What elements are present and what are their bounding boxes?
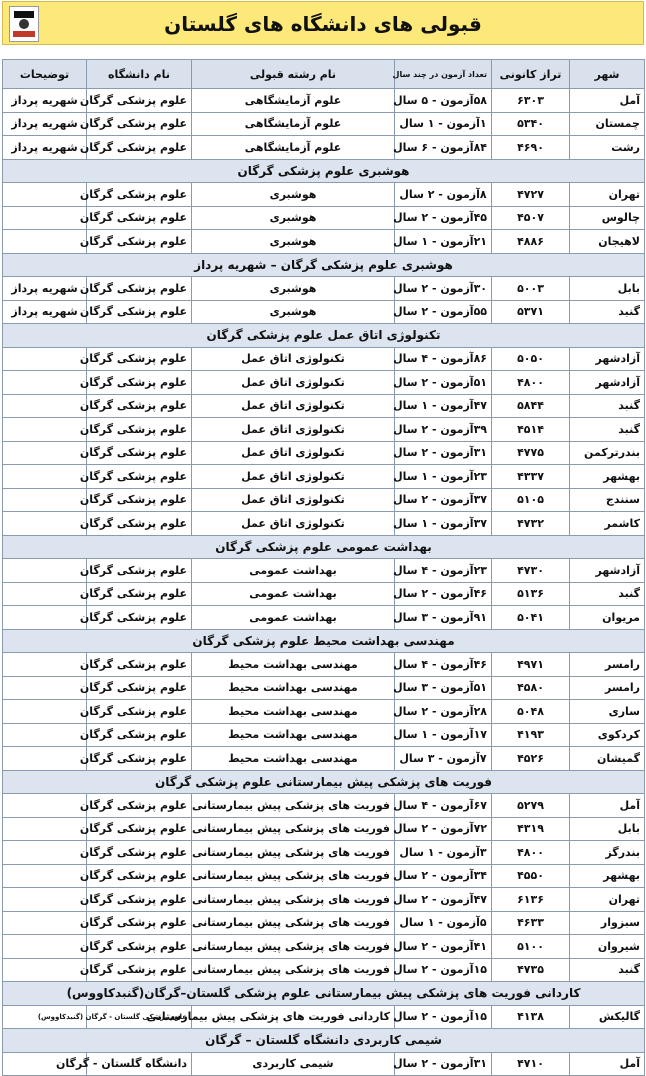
- university-cell: علوم پزشکی گرگان: [87, 700, 192, 724]
- university-cell: دانشگاه گلستان - گرگان: [87, 1052, 192, 1076]
- section-header-row: [3, 535, 645, 559]
- score-cell: ۴۵۱۴: [492, 418, 570, 442]
- header-major: نام رشته قبولی: [192, 60, 395, 89]
- table-row: [3, 676, 645, 700]
- score-cell: ۴۷۷۵: [492, 441, 570, 465]
- major-cell: تکنولوژی اتاق عمل: [192, 441, 395, 465]
- section-title: بهداشت عمومی علوم پزشکی گرگان: [3, 535, 645, 559]
- section-title: شیمی کاربردی دانشگاه گلستان – گرگان: [3, 1029, 645, 1053]
- section-title: تکنولوژی اتاق عمل علوم پزشکی گرگان: [3, 324, 645, 348]
- table-row: [3, 653, 645, 677]
- major-cell: شیمی کاربردی: [192, 1052, 395, 1076]
- table-row: [3, 958, 645, 982]
- score-cell: ۵۰۰۳: [492, 277, 570, 301]
- major-cell: هوشبری: [192, 183, 395, 207]
- notes-cell: [3, 747, 87, 771]
- major-cell: هوشبری: [192, 206, 395, 230]
- notes-cell: [3, 394, 87, 418]
- major-cell: فوریت های پزشکی پیش بیمارستانی: [192, 864, 395, 888]
- section-title: کاردانی فوریت های پزشکی پیش بیمارستانی علوم پزشکی گلستان–گرگان(گنبدکاووس): [3, 982, 645, 1006]
- major-cell: هوشبری: [192, 230, 395, 254]
- score-cell: ۵۰۵۰: [492, 347, 570, 371]
- city-cell: آزادشهر: [570, 559, 645, 583]
- table-row: [3, 347, 645, 371]
- major-cell: مهندسی بهداشت محیط: [192, 653, 395, 677]
- city-cell: مریوان: [570, 606, 645, 630]
- attempts-cell: ۱۷آزمون - ۱ سال: [395, 723, 492, 747]
- table-row: [3, 864, 645, 888]
- attempts-cell: ۴۷آزمون - ۱ سال: [395, 394, 492, 418]
- attempts-cell: ۳۹آزمون - ۲ سال: [395, 418, 492, 442]
- major-cell: فوریت های پزشکی پیش بیمارستانی: [192, 888, 395, 912]
- major-cell: فوریت های پزشکی پیش بیمارستانی: [192, 794, 395, 818]
- score-cell: ۴۸۰۰: [492, 371, 570, 395]
- attempts-cell: ۸آزمون - ۲ سال: [395, 183, 492, 207]
- notes-cell: [3, 230, 87, 254]
- notes-cell: [3, 559, 87, 583]
- city-cell: بندرترکمن: [570, 441, 645, 465]
- attempts-cell: ۶۷آزمون - ۴ سال: [395, 794, 492, 818]
- city-cell: تهران: [570, 888, 645, 912]
- university-cell: علوم پزشکی گرگان: [87, 911, 192, 935]
- section-title: مهندسی بهداشت محیط علوم پزشکی گرگان: [3, 629, 645, 653]
- university-cell: علوم پزشکی گرگان: [87, 277, 192, 301]
- notes-cell: شهریه پرداز: [3, 136, 87, 160]
- notes-cell: [3, 371, 87, 395]
- score-cell: ۴۹۷۱: [492, 653, 570, 677]
- table-row: [3, 230, 645, 254]
- score-cell: ۴۳۱۹: [492, 817, 570, 841]
- city-cell: بهشهر: [570, 465, 645, 489]
- university-cell: علوم پزشکی گرگان: [87, 394, 192, 418]
- attempts-cell: ۴۷آزمون - ۲ سال: [395, 888, 492, 912]
- city-cell: بهشهر: [570, 864, 645, 888]
- notes-cell: [3, 700, 87, 724]
- score-cell: ۵۳۷۱: [492, 300, 570, 324]
- university-cell: علوم پزشکی گرگان: [87, 606, 192, 630]
- city-cell: سنندج: [570, 488, 645, 512]
- major-cell: فوریت های پزشکی پیش بیمارستانی: [192, 841, 395, 865]
- attempts-cell: ۷آزمون - ۳ سال: [395, 747, 492, 771]
- notes-cell: شهریه پرداز: [3, 89, 87, 113]
- attempts-cell: ۵آزمون - ۱ سال: [395, 911, 492, 935]
- table-row: [3, 441, 645, 465]
- city-cell: کردکوی: [570, 723, 645, 747]
- section-title: هوشبری علوم پزشکی گرگان: [3, 159, 645, 183]
- attempts-cell: ۴۶آزمون - ۴ سال: [395, 653, 492, 677]
- city-cell: چالوس: [570, 206, 645, 230]
- major-cell: علوم آزمایشگاهی: [192, 112, 395, 136]
- attempts-cell: ۳۱آزمون - ۲ سال: [395, 441, 492, 465]
- table-row: [3, 582, 645, 606]
- attempts-cell: ۳۴آزمون - ۲ سال: [395, 864, 492, 888]
- notes-cell: [3, 864, 87, 888]
- score-cell: ۴۷۳۵: [492, 958, 570, 982]
- section-title: هوشبری علوم پزشکی گرگان – شهریه پرداز: [3, 253, 645, 277]
- attempts-cell: ۳۷آزمون - ۲ سال: [395, 488, 492, 512]
- table-row: [3, 911, 645, 935]
- score-cell: ۴۸۰۰: [492, 841, 570, 865]
- score-cell: ۴۷۲۷: [492, 183, 570, 207]
- university-cell: علوم پزشکی گرگان: [87, 512, 192, 536]
- score-cell: ۵۸۴۴: [492, 394, 570, 418]
- city-cell: گنبد: [570, 582, 645, 606]
- attempts-cell: ۴۱آزمون - ۲ سال: [395, 935, 492, 959]
- score-cell: ۵۰۴۱: [492, 606, 570, 630]
- score-cell: ۶۱۳۶: [492, 888, 570, 912]
- notes-cell: [3, 817, 87, 841]
- university-cell: علوم پزشکی گرگان: [87, 206, 192, 230]
- table-row: [3, 700, 645, 724]
- attempts-cell: ۷۲آزمون - ۲ سال: [395, 817, 492, 841]
- table-row: [3, 747, 645, 771]
- university-cell: علوم پزشکی گرگان: [87, 841, 192, 865]
- table-row: [3, 512, 645, 536]
- table-row: [3, 206, 645, 230]
- city-cell: گمیشان: [570, 747, 645, 771]
- notes-cell: [3, 183, 87, 207]
- city-cell: گنبد: [570, 300, 645, 324]
- major-cell: تکنولوژی اتاق عمل: [192, 371, 395, 395]
- score-cell: ۴۵۰۷: [492, 206, 570, 230]
- table-row: [3, 394, 645, 418]
- university-cell: علوم پزشکی گرگان: [87, 136, 192, 160]
- major-cell: هوشبری: [192, 300, 395, 324]
- notes-cell: [3, 958, 87, 982]
- notes-cell: [3, 653, 87, 677]
- table-header-row: [3, 60, 645, 89]
- score-cell: ۴۷۳۲: [492, 512, 570, 536]
- table-row: [3, 888, 645, 912]
- major-cell: تکنولوژی اتاق عمل: [192, 394, 395, 418]
- major-cell: تکنولوژی اتاق عمل: [192, 418, 395, 442]
- attempts-cell: ۵۵آزمون - ۲ سال: [395, 300, 492, 324]
- score-cell: ۴۶۹۰: [492, 136, 570, 160]
- notes-cell: شهریه پرداز: [3, 300, 87, 324]
- score-cell: ۴۵۵۰: [492, 864, 570, 888]
- attempts-cell: ۹۱آزمون - ۳ سال: [395, 606, 492, 630]
- attempts-cell: ۲۳آزمون - ۱ سال: [395, 465, 492, 489]
- score-cell: ۴۸۸۶: [492, 230, 570, 254]
- city-cell: گنبد: [570, 958, 645, 982]
- notes-cell: شهریه پرداز: [3, 277, 87, 301]
- major-cell: علوم آزمایشگاهی: [192, 89, 395, 113]
- city-cell: گنبد: [570, 394, 645, 418]
- city-cell: بابل: [570, 817, 645, 841]
- major-cell: بهداشت عمومی: [192, 559, 395, 583]
- attempts-cell: ۳۰آزمون - ۲ سال: [395, 277, 492, 301]
- university-cell: علوم پزشکی گرگان: [87, 958, 192, 982]
- major-cell: مهندسی بهداشت محیط: [192, 723, 395, 747]
- major-cell: فوریت های پزشکی پیش بیمارستانی: [192, 817, 395, 841]
- score-cell: ۵۲۷۹: [492, 794, 570, 818]
- section-header-row: [3, 1029, 645, 1053]
- major-cell: مهندسی بهداشت محیط: [192, 676, 395, 700]
- major-cell: فوریت های پزشکی پیش بیمارستانی: [192, 958, 395, 982]
- score-cell: ۶۳۰۳: [492, 89, 570, 113]
- score-cell: ۵۰۴۸: [492, 700, 570, 724]
- attempts-cell: ۳۷آزمون - ۱ سال: [395, 512, 492, 536]
- attempts-cell: ۲۸آزمون - ۲ سال: [395, 700, 492, 724]
- notes-cell: [3, 206, 87, 230]
- header-city: شهر: [570, 60, 645, 89]
- major-cell: فوریت های پزشکی پیش بیمارستانی: [192, 911, 395, 935]
- header-notes: توضیحات: [3, 60, 87, 89]
- city-cell: سبزوار: [570, 911, 645, 935]
- score-cell: ۴۶۳۳: [492, 911, 570, 935]
- table-row: [3, 89, 645, 113]
- university-cell: علوم پزشکی گرگان: [87, 112, 192, 136]
- university-cell: علوم پزشکی گرگان: [87, 300, 192, 324]
- header-score: تراز کانونی: [492, 60, 570, 89]
- notes-cell: شهریه پرداز: [3, 112, 87, 136]
- major-cell: تکنولوژی اتاق عمل: [192, 347, 395, 371]
- university-cell: علوم پزشکی گرگان: [87, 817, 192, 841]
- city-cell: تهران: [570, 183, 645, 207]
- university-cell: علوم پزشکی گرگان: [87, 230, 192, 254]
- table-row: [3, 136, 645, 160]
- city-cell: آمل: [570, 794, 645, 818]
- table-row: [3, 183, 645, 207]
- university-cell: علوم پزشکی گرگان: [87, 935, 192, 959]
- score-cell: ۴۷۳۰: [492, 559, 570, 583]
- major-cell: علوم آزمایشگاهی: [192, 136, 395, 160]
- notes-cell: [3, 935, 87, 959]
- score-cell: ۵۳۴۰: [492, 112, 570, 136]
- table-row: [3, 935, 645, 959]
- table-row: [3, 465, 645, 489]
- city-cell: گنبد: [570, 418, 645, 442]
- score-cell: ۴۱۳۸: [492, 1005, 570, 1029]
- major-cell: مهندسی بهداشت محیط: [192, 747, 395, 771]
- notes-cell: [3, 841, 87, 865]
- city-cell: گالیکش: [570, 1005, 645, 1029]
- city-cell: آمل: [570, 1052, 645, 1076]
- table-row: [3, 418, 645, 442]
- major-cell: بهداشت عمومی: [192, 606, 395, 630]
- city-cell: رامسر: [570, 653, 645, 677]
- attempts-cell: ۵۱آزمون - ۳ سال: [395, 676, 492, 700]
- notes-cell: [3, 723, 87, 747]
- notes-cell: [3, 465, 87, 489]
- university-cell: علوم پزشکی گرگان: [87, 888, 192, 912]
- table-row: [3, 1052, 645, 1076]
- notes-cell: [3, 888, 87, 912]
- notes-cell: [3, 347, 87, 371]
- notes-cell: [3, 794, 87, 818]
- attempts-cell: ۸۶آزمون - ۴ سال: [395, 347, 492, 371]
- section-title: فوریت های پزشکی پیش بیمارستانی علوم پزشکی گرگان: [3, 770, 645, 794]
- section-header-row: [3, 629, 645, 653]
- header-attempts: تعداد آزمون در چند سال: [395, 60, 492, 89]
- city-cell: رامسر: [570, 676, 645, 700]
- city-cell: بندرگز: [570, 841, 645, 865]
- university-cell: علوم پزشکی گرگان: [87, 89, 192, 113]
- attempts-cell: ۴۵آزمون - ۲ سال: [395, 206, 492, 230]
- university-cell: علوم پزشکی گرگان: [87, 441, 192, 465]
- table-row: [3, 841, 645, 865]
- university-cell: علوم پزشکی گرگان: [87, 183, 192, 207]
- university-cell: علوم پزشکی گرگان: [87, 582, 192, 606]
- notes-cell: [3, 418, 87, 442]
- major-cell: هوشبری: [192, 277, 395, 301]
- attempts-cell: ۵۱آزمون - ۲ سال: [395, 371, 492, 395]
- table-row: [3, 606, 645, 630]
- major-cell: تکنولوژی اتاق عمل: [192, 488, 395, 512]
- section-header-row: [3, 159, 645, 183]
- university-cell: علوم پزشکی گرگان: [87, 864, 192, 888]
- university-cell: علوم پزشکی گرگان: [87, 747, 192, 771]
- notes-cell: [3, 606, 87, 630]
- notes-cell: [3, 441, 87, 465]
- score-cell: ۴۵۸۰: [492, 676, 570, 700]
- notes-cell: [3, 488, 87, 512]
- university-cell: علوم پزشکی گرگان: [87, 653, 192, 677]
- score-cell: ۴۷۱۰: [492, 1052, 570, 1076]
- attempts-cell: ۲۳آزمون - ۴ سال: [395, 559, 492, 583]
- notes-cell: [3, 582, 87, 606]
- city-cell: کاشمر: [570, 512, 645, 536]
- major-cell: کاردانی فوریت های پزشکی پیش بیمارستانی: [192, 1005, 395, 1029]
- university-cell: علوم پزشکی گرگان: [87, 418, 192, 442]
- notes-cell: [3, 512, 87, 536]
- table-row: [3, 817, 645, 841]
- section-header-row: [3, 324, 645, 348]
- title-banner: [2, 1, 644, 45]
- section-header-row: [3, 770, 645, 794]
- attempts-cell: ۴۶آزمون - ۲ سال: [395, 582, 492, 606]
- table-row: [3, 559, 645, 583]
- attempts-cell: ۲۱آزمون - ۱ سال: [395, 230, 492, 254]
- score-cell: ۵۱۳۶: [492, 582, 570, 606]
- university-cell: علوم پزشکی گرگان: [87, 488, 192, 512]
- attempts-cell: ۱۵آزمون - ۲ سال: [395, 1005, 492, 1029]
- table-row: [3, 112, 645, 136]
- university-cell: علوم پزشکی گرگان: [87, 465, 192, 489]
- page-title: قبولی های دانشگاه های گلستان: [164, 12, 482, 36]
- score-cell: ۴۵۲۶: [492, 747, 570, 771]
- section-header-row: [3, 253, 645, 277]
- university-cell: علوم پزشکی گرگان: [87, 794, 192, 818]
- score-cell: ۴۱۹۳: [492, 723, 570, 747]
- city-cell: چمستان: [570, 112, 645, 136]
- table-row: [3, 723, 645, 747]
- city-cell: ساری: [570, 700, 645, 724]
- university-cell: علوم پزشکی گرگان: [87, 559, 192, 583]
- university-cell: علوم پزشکی گرگان: [87, 371, 192, 395]
- city-cell: لاهیجان: [570, 230, 645, 254]
- university-cell: علوم پزشکی گرگان: [87, 676, 192, 700]
- city-cell: آمل: [570, 89, 645, 113]
- table-row: [3, 794, 645, 818]
- city-cell: بابل: [570, 277, 645, 301]
- notes-cell: [3, 676, 87, 700]
- score-cell: ۴۳۳۷: [492, 465, 570, 489]
- attempts-cell: ۱۵آزمون - ۲ سال: [395, 958, 492, 982]
- table-row: [3, 371, 645, 395]
- major-cell: تکنولوژی اتاق عمل: [192, 465, 395, 489]
- admissions-table: [2, 59, 645, 1076]
- major-cell: فوریت های پزشکی پیش بیمارستانی: [192, 935, 395, 959]
- city-cell: آزادشهر: [570, 347, 645, 371]
- score-cell: ۵۱۰۵: [492, 488, 570, 512]
- major-cell: بهداشت عمومی: [192, 582, 395, 606]
- score-cell: ۵۱۰۰: [492, 935, 570, 959]
- university-cell: علوم پزشکی گرگان: [87, 347, 192, 371]
- attempts-cell: ۳۱آزمون - ۲ سال: [395, 1052, 492, 1076]
- major-cell: تکنولوژی اتاق عمل: [192, 512, 395, 536]
- attempts-cell: ۵۸آزمون - ۵ سال: [395, 89, 492, 113]
- table-row: [3, 488, 645, 512]
- table-row: [3, 300, 645, 324]
- major-cell: مهندسی بهداشت محیط: [192, 700, 395, 724]
- city-cell: رشت: [570, 136, 645, 160]
- city-cell: آزادشهر: [570, 371, 645, 395]
- attempts-cell: ۳آزمون - ۱ سال: [395, 841, 492, 865]
- notes-cell: [3, 911, 87, 935]
- university-cell: علوم پزشکی گرگان: [87, 723, 192, 747]
- section-header-row: [3, 982, 645, 1006]
- city-cell: شیروان: [570, 935, 645, 959]
- table-row: [3, 277, 645, 301]
- table-row: [3, 1005, 645, 1029]
- attempts-cell: ۱آزمون - ۱ سال: [395, 112, 492, 136]
- attempts-cell: ۸۴آزمون - ۶ سال: [395, 136, 492, 160]
- header-university: نام دانشگاه: [87, 60, 192, 89]
- university-cell: علوم پزشکی گلستان - گرگان (گنبدکاووس): [87, 1005, 192, 1029]
